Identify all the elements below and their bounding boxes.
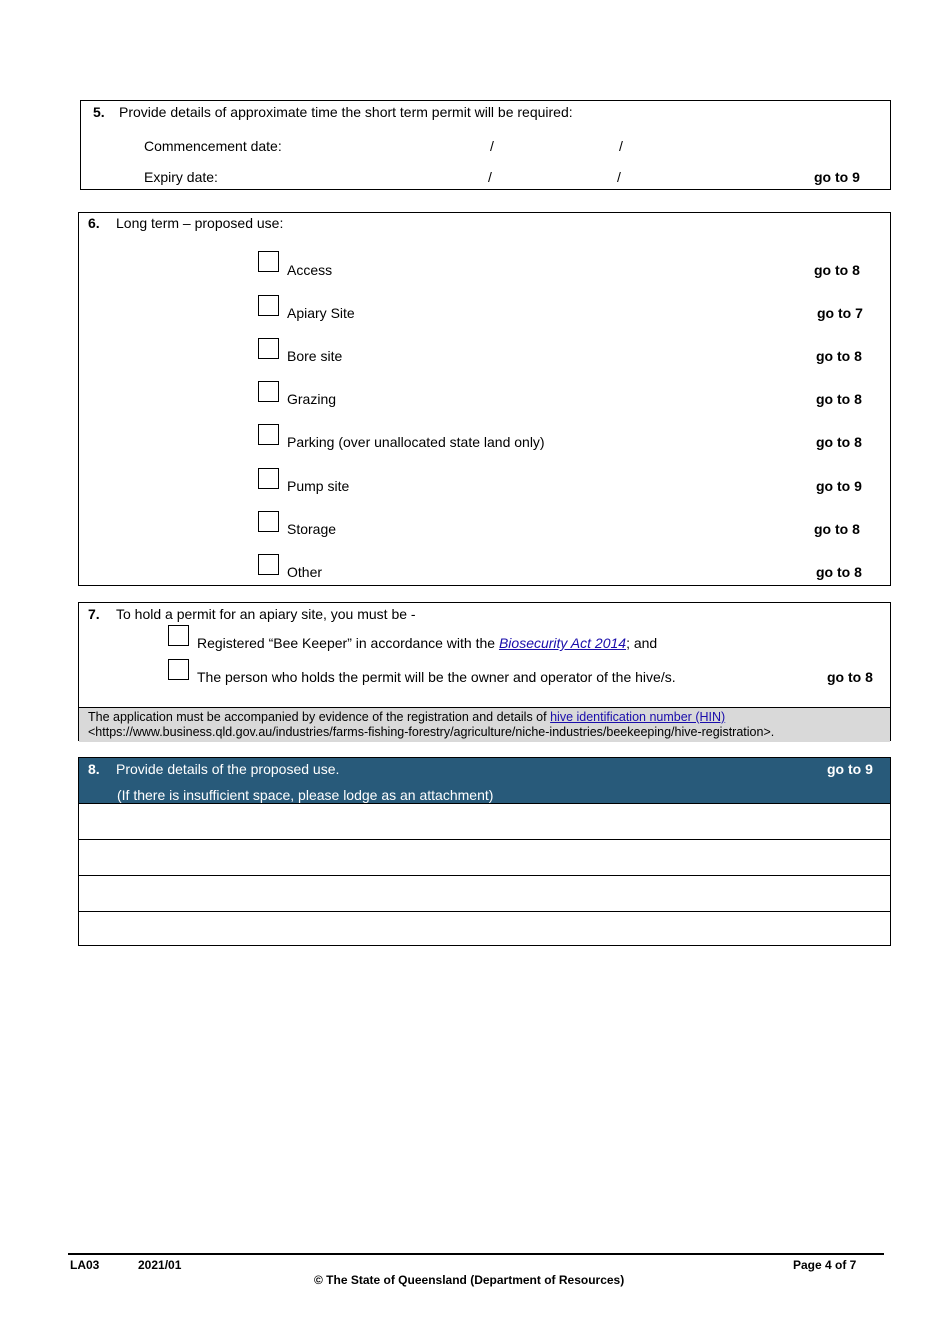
checkbox-bore-site[interactable] (258, 338, 279, 359)
section-7-goto: go to 8 (827, 669, 873, 685)
option-label-grazing: Grazing (287, 391, 337, 407)
section-7 (78, 602, 891, 741)
expiry-date-label: Expiry date: (144, 169, 218, 185)
section-8 (78, 757, 891, 946)
checkbox-access[interactable] (258, 251, 279, 272)
section-7-number: 7. (88, 606, 100, 622)
section-5-question: Provide details of approximate time the short term permit will be required: (119, 104, 573, 120)
goto-grazing: go to 8 (816, 391, 862, 407)
note-url: <https://www.business.qld.gov.au/industries/farms-fishing-forestry/agriculture/niche-industries/beekeeping/hive-registration>. (88, 725, 775, 739)
option-label-pump-site: Pump site (287, 478, 350, 494)
option-label-parking: Parking (over unallocated state land only) (287, 434, 545, 450)
goto-storage: go to 8 (814, 521, 860, 537)
commencement-date-day-separator: / (490, 138, 494, 154)
goto-parking: go to 8 (816, 434, 862, 450)
checkbox-pump-site[interactable] (258, 468, 279, 489)
biosecurity-act-link[interactable]: Biosecurity Act 2014 (498, 635, 627, 651)
note-text: The application must be accompanied by evidence of the registration and details of (88, 710, 551, 724)
goto-other: go to 8 (816, 564, 862, 580)
section-6 (78, 212, 891, 586)
checkbox-other[interactable] (258, 554, 279, 575)
option-label-other: Other (287, 564, 323, 580)
option-label-apiary-site: Apiary Site (287, 305, 355, 321)
checkbox-apiary-site[interactable] (258, 295, 279, 316)
registered-bee-keeper-suffix: ; and (626, 635, 658, 651)
section-7-note (79, 707, 890, 742)
commencement-date-month-separator: / (619, 138, 623, 154)
footer-page-number: Page 4 of 7 (793, 1258, 857, 1272)
proposed-use-line-3[interactable] (79, 875, 890, 911)
expiry-date-month-separator: / (617, 169, 621, 185)
section-6-number: 6. (88, 215, 100, 231)
section-6-question: Long term – proposed use: (116, 215, 284, 231)
footer-form-code: LA03 (70, 1258, 100, 1272)
note-line-1 (88, 710, 725, 724)
section-8-subtext: (If there is insufficient space, please lodge as an attachment) (117, 787, 494, 803)
section-8-number: 8. (88, 761, 100, 777)
section-8-goto: go to 9 (827, 761, 873, 777)
goto-bore-site: go to 8 (816, 348, 862, 364)
section-8-question: Provide details of the proposed use. (116, 761, 340, 777)
option-label-storage: Storage (287, 521, 337, 537)
section-8-header (79, 758, 890, 803)
hin-link[interactable]: hive identification number (HIN) (550, 710, 726, 724)
registered-bee-keeper-label (197, 635, 657, 651)
checkbox-owner-operator[interactable] (168, 659, 189, 680)
checkbox-storage[interactable] (258, 511, 279, 532)
checkbox-registered-bee-keeper[interactable] (168, 625, 189, 646)
proposed-use-line-4[interactable] (79, 911, 890, 946)
goto-pump-site: go to 9 (816, 478, 862, 494)
registered-bee-keeper-text: Registered “Bee Keeper” in accordance with the (197, 635, 499, 651)
proposed-use-line-1[interactable] (79, 803, 890, 839)
proposed-use-line-2[interactable] (79, 839, 890, 875)
owner-operator-label: The person who holds the permit will be the owner and operator of the hive/s. (197, 669, 676, 685)
section-5-goto: go to 9 (814, 169, 860, 185)
section-7-question: To hold a permit for an apiary site, you must be - (116, 606, 416, 622)
commencement-date-label: Commencement date: (144, 138, 282, 154)
option-label-access: Access (287, 262, 333, 278)
option-label-bore-site: Bore site (287, 348, 343, 364)
checkbox-grazing[interactable] (258, 381, 279, 402)
checkbox-parking[interactable] (258, 424, 279, 445)
section-5 (80, 100, 891, 190)
footer-copyright: © The State of Queensland (Department of Resources) (314, 1273, 625, 1287)
footer-divider (68, 1253, 884, 1255)
expiry-date-day-separator: / (488, 169, 492, 185)
section-5-number: 5. (93, 104, 105, 120)
footer-version: 2021/01 (138, 1258, 182, 1272)
goto-access: go to 8 (814, 262, 860, 278)
goto-apiary-site: go to 7 (817, 305, 863, 321)
